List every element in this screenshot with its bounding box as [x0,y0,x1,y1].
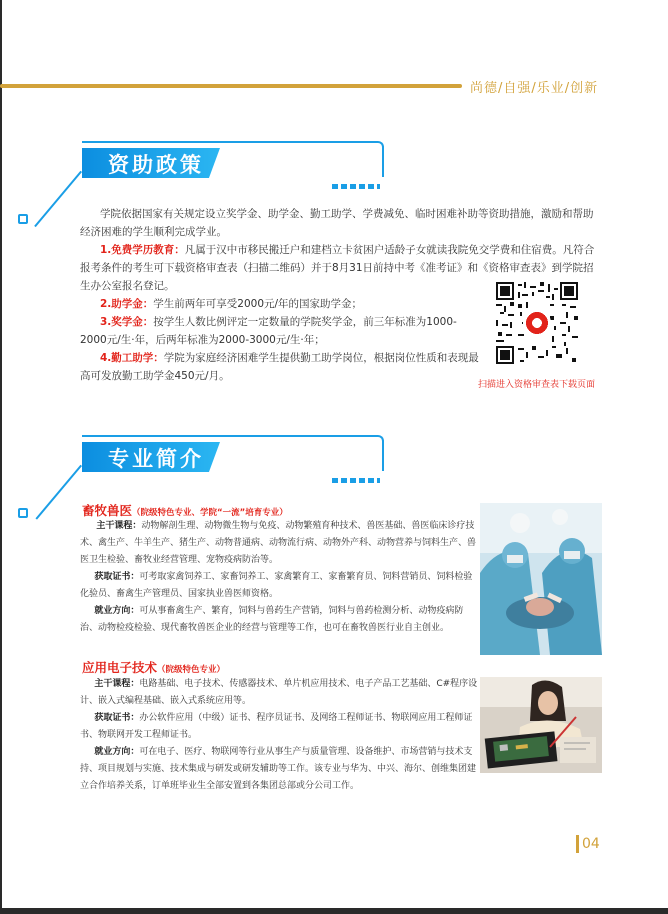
banner-connector [34,171,82,227]
jobs-text: 可在电子、医疗、物联网等行业从事生产与质量管理、设备维护、市场营销与技术支持、项目规划与实施、技术集成与研发或研发辅助等工作。该专业与华为、中兴、海尔、创维集团建立合作培养关系，订单班毕业生全部安置到各集团总部或分公司工作。 [80,747,477,791]
major-name: 应用电子技术 [82,660,158,675]
banner-dots [332,478,380,483]
banner-hook [18,508,28,518]
major-name: 畜牧兽医 [82,503,133,518]
header-rule [0,84,462,88]
item-label: 2.助学金： [100,298,154,310]
section-banner-majors [82,442,384,472]
certs-text: 办公软件应用（中级）证书、程序员证书、及网络工程师证书、物联网应用工程师证书、物联网开发工程师证书。 [80,713,473,740]
page-number: 04 [576,835,600,853]
item-text: 凡属于汉中市移民搬迁户和建档立卡贫困户适龄子女就读我院免交学费和住宿费。凡符合报考条件的考生可下载资格审查表（扫描二维码）并于8月31日前持中考《准考证》和《资格审查表》到学院招生办公室报名登记。 [80,244,595,292]
page-border-bottom [0,908,668,914]
banner-dots [332,184,380,189]
major-2-certs [80,710,480,744]
item-text: 学院为家庭经济困难学生提供勤工助学岗位，根据岗位性质和表现最高可发放勤工助学金450元/月。 [80,352,479,382]
qr-caption: 扫描进入资格审查表下载页面 [478,380,596,390]
item-text: 学生前两年可享受2000元/年的国家助学金； [153,298,363,310]
major-1-courses [80,518,476,569]
item-label: 3.奖学金： [100,316,154,328]
funding-item-4 [80,349,480,385]
page-border-left [0,0,2,914]
banner-connector [35,465,82,520]
funding-intro: 学院依据国家有关规定设立奖学金、助学金、勤工助学、学费减免、临时困难补助等资助措施，激励和帮助经济困难的学生顺利完成学业。 [80,208,594,238]
major-2-courses [80,676,480,710]
funding-item-2 [80,295,480,313]
item-label: 4.勤工助学： [100,352,164,364]
major-1-jobs [80,603,476,637]
item-text: 按学生人数比例评定一定数量的学院奖学金，前三年标准为1000-2000元/生·年，后两年标准为2000-3000元/生·年； [80,316,457,346]
major-tag: （院级特色专业、学院“一流”培育专业） [132,508,288,518]
certs-label: 获取证书： [94,713,140,723]
jobs-text: 可从事畜禽生产、繁育，饲料与兽药生产营销，饲料与兽药检测分析、动物疫病防治、动物检疫检验、现代畜牧兽医企业的经营与管理等工作，也可在畜牧兽医行业自主创业。 [80,606,464,633]
veterinary-surgery-photo [480,503,602,655]
section-title: 专业简介 [108,447,204,471]
courses-label: 主干课程： [96,521,142,531]
certs-text: 可考取家禽饲养工、家畜饲养工、家禽繁育工、家畜繁育员、饲料营销员、饲料检验化验员、畜禽生产管理员、国家执业兽医师资格。 [80,572,473,599]
major-2-jobs [80,744,480,795]
jobs-label: 就业方向： [94,747,140,757]
major-1-certs [80,569,476,603]
section-title: 资助政策 [108,153,204,177]
major-title-2 [82,658,225,676]
jobs-label: 就业方向： [94,606,140,616]
header-slogan: 尚德/自强/乐业/创新 [470,81,599,96]
courses-label: 主干课程： [94,679,140,689]
certs-label: 获取证书： [94,572,140,582]
item-label: 1.免费学历教育： [100,244,185,256]
section-banner-funding [82,148,384,178]
major-title-1 [82,501,288,519]
courses-text: 电路基础、电子技术、传感器技术、单片机应用技术、电子产品工艺基础、C#程序设计、嵌入式编程基础、嵌入式系统应用等。 [80,679,478,706]
courses-text: 动物解剖生理、动物微生物与免疫、动物繁殖育种技术、兽医基础、兽医临床诊疗技术、禽生产、牛羊生产、猪生产、动物普通病、动物流行病、动物外产科、动物营养与饲料生产、兽医卫生检验、畜牧业经营管理、宠物疫病防治等。 [80,521,477,565]
banner-hook [18,214,28,224]
major-tag: （院级特色专业） [157,665,226,675]
funding-item-3 [80,313,480,349]
qr-code[interactable] [496,282,578,364]
electronics-lab-photo [480,677,602,773]
